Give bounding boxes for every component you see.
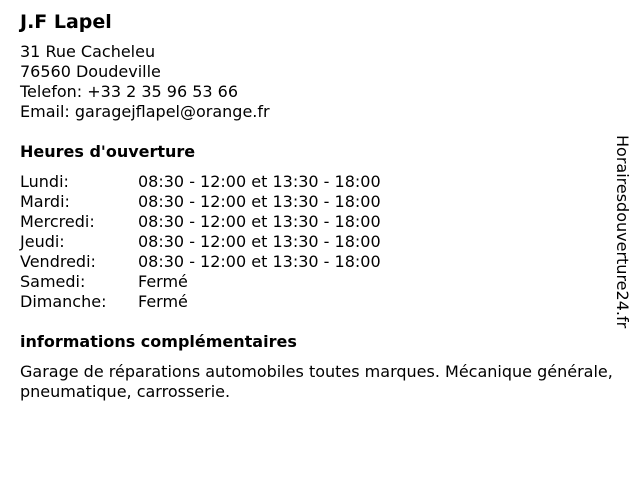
watermark-text: Horairesdouverture24.fr <box>613 135 632 329</box>
day-label: Dimanche: <box>20 292 107 311</box>
hours-row-thursday <box>20 232 381 252</box>
hours-table <box>20 172 381 312</box>
day-label: Samedi: <box>20 272 86 291</box>
address-line-2: 76560 Doudeville <box>20 62 161 81</box>
day-time: 08:30 - 12:00 et 13:30 - 18:00 <box>138 192 381 211</box>
business-card <box>20 8 613 402</box>
day-label: Mardi: <box>20 192 70 211</box>
day-time: 08:30 - 12:00 et 13:30 - 18:00 <box>138 172 381 191</box>
hours-row-saturday <box>20 272 381 292</box>
hours-row-friday <box>20 252 381 272</box>
day-time: Fermé <box>138 292 188 311</box>
day-time: 08:30 - 12:00 et 13:30 - 18:00 <box>138 232 381 251</box>
hours-row-monday <box>20 172 381 192</box>
hours-title: Heures d'ouverture <box>20 142 196 161</box>
day-label: Jeudi: <box>20 232 65 251</box>
day-label: Mercredi: <box>20 212 95 231</box>
business-name: J.F Lapel <box>20 11 112 33</box>
day-time: 08:30 - 12:00 et 13:30 - 18:00 <box>138 212 381 231</box>
address-line-1: 31 Rue Cacheleu <box>20 42 156 61</box>
day-label: Vendredi: <box>20 252 96 271</box>
info-title: informations complémentaires <box>20 332 297 351</box>
email-address: Email: garagejflapel@orange.fr <box>20 102 270 121</box>
day-time: 08:30 - 12:00 et 13:30 - 18:00 <box>138 252 381 271</box>
day-time: Fermé <box>138 272 188 291</box>
hours-row-tuesday <box>20 192 381 212</box>
phone-number: Telefon: +33 2 35 96 53 66 <box>20 82 239 101</box>
info-description: Garage de réparations automobiles toutes marques. Mécanique générale, pneumatique, carrosserie. <box>20 362 613 401</box>
hours-row-sunday <box>20 292 381 312</box>
day-label: Lundi: <box>20 172 69 191</box>
hours-row-wednesday <box>20 212 381 232</box>
